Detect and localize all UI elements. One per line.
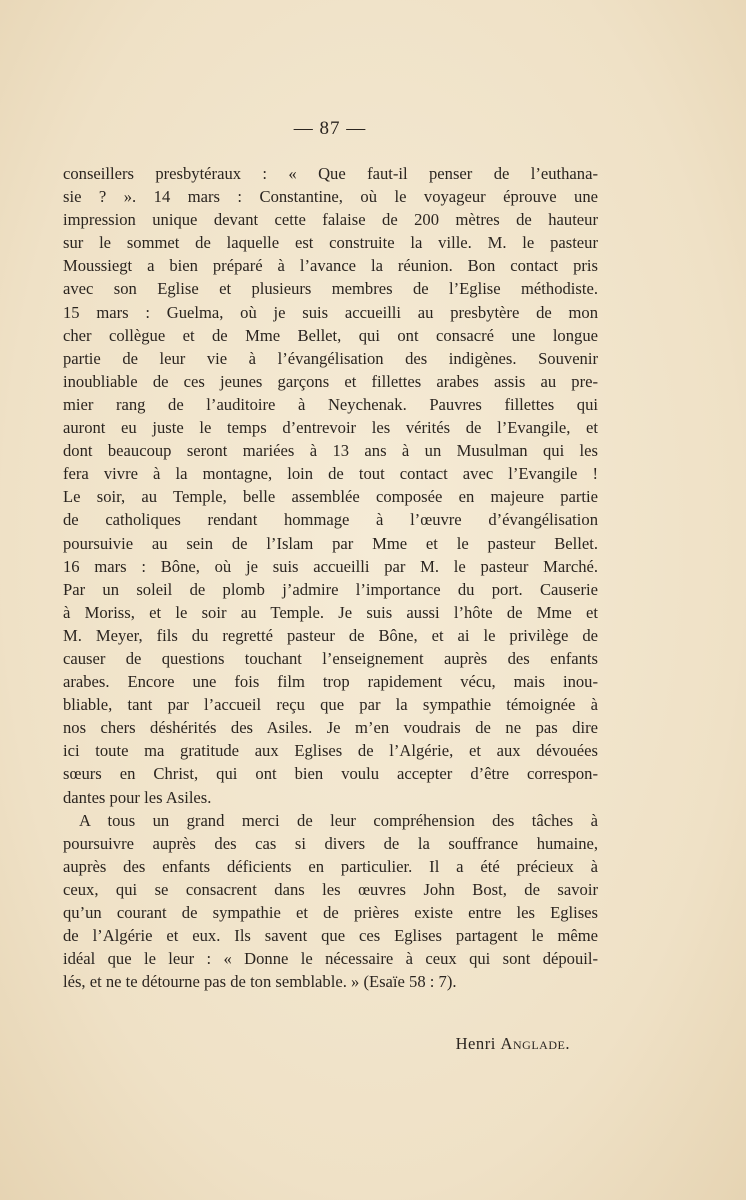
text-line: arabes. Encore une fois film trop rapidement vécu, mais inou-: [63, 672, 598, 692]
text-line: cher collègue et de Mme Bellet, qui ont consacré une longue: [63, 325, 598, 345]
text-line: impression unique devant cette falaise de 200 mètres de hauteur: [63, 210, 598, 230]
text-line: auront eu juste le temps d’entrevoir les vérités de l’Evangile, et: [63, 418, 598, 438]
text-line: causer de questions touchant l’enseignement auprès des enfants: [63, 648, 598, 668]
text-line: conseillers presbytéraux : « Que faut-il penser de l’euthana-: [63, 164, 598, 183]
text-line: 16 mars : Bône, où je suis accueilli par M. le pasteur Marché.: [63, 556, 598, 576]
text-line: de l’Algérie et eux. Ils savent que ces Eglises partagent le même: [63, 926, 598, 946]
text-line: ici toute ma gratitude aux Eglises de l’Algérie, et aux dévouées: [63, 741, 598, 761]
signature-last-name: Anglade.: [500, 1034, 570, 1053]
signature: [0, 1034, 570, 1054]
paragraph: [63, 162, 598, 809]
signature-first-name: Henri: [455, 1034, 496, 1053]
text-line: idéal que le leur : « Donne le nécessaire à ceux qui sont dépouil-: [63, 949, 598, 969]
text-line: qu’un courant de sympathie et de prières existe entre les Eglises: [63, 903, 598, 922]
text-line: avec son Eglise et plusieurs membres de l’Eglise méthodiste.: [63, 279, 598, 299]
text-line: poursuivie au sein de l’Islam par Mme et le pasteur Bellet.: [63, 533, 598, 553]
text-line: dantes pour les Asiles.: [63, 787, 212, 807]
text-line: sie ? ». 14 mars : Constantine, où le voyageur éprouve une: [63, 187, 598, 207]
text-line: Moussiegt a bien préparé à l’avance la réunion. Bon contact pris: [63, 256, 598, 276]
text-line: dont beaucoup seront mariées à 13 ans à un Musulman qui les: [63, 441, 598, 461]
text-line: ceux, qui se consacrent dans les œuvres John Bost, de savoir: [63, 879, 598, 899]
text-line: partie de leur vie à l’évangélisation des indigènes. Souvenir: [63, 348, 598, 368]
text-line: auprès des enfants déficients en particulier. Il a été précieux à: [63, 856, 598, 876]
text-line: nos chers déshérités des Asiles. Je m’en voudrais de ne pas dire: [63, 718, 598, 738]
text-line: lés, et ne te détourne pas de ton semblable. » (Esaïe 58 : 7).: [63, 972, 457, 992]
text-line: fera vivre à la montagne, loin de tout contact avec l’Evangile !: [63, 464, 598, 484]
paragraph: [63, 809, 598, 994]
text-line: mier rang de l’auditoire à Neychenak. Pauvres fillettes qui: [63, 394, 598, 414]
text-line: Par un soleil de plomb j’admire l’importance du port. Causerie: [63, 579, 598, 599]
page-number: — 87 —: [293, 118, 367, 139]
text-line: M. Meyer, fils du regretté pasteur de Bône, et ai le privilège de: [63, 625, 598, 645]
text-line: sœurs en Christ, qui ont bien voulu accepter d’être correspon-: [63, 764, 598, 784]
text-line: poursuivre auprès des cas si divers de la souffrance humaine,: [63, 833, 598, 853]
text-line: A tous un grand merci de leur compréhension des tâches à: [79, 810, 598, 830]
body-text: [63, 162, 598, 993]
text-line: de catholiques rendant hommage à l’œuvre d’évangélisation: [63, 510, 598, 530]
text-line: Le soir, au Temple, belle assemblée composée en majeure partie: [63, 487, 598, 507]
text-line: sur le sommet de laquelle est construite la ville. M. le pasteur: [63, 233, 598, 253]
text-line: inoubliable de ces jeunes garçons et fillettes arabes assis au pre-: [63, 371, 598, 391]
text-line: 15 mars : Guelma, où je suis accueilli au presbytère de mon: [63, 302, 598, 322]
text-line: bliable, tant par l’accueil reçu que par la sympathie témoignée à: [63, 695, 598, 715]
text-line: à Moriss, et le soir au Temple. Je suis aussi l’hôte de Mme et: [63, 602, 598, 622]
